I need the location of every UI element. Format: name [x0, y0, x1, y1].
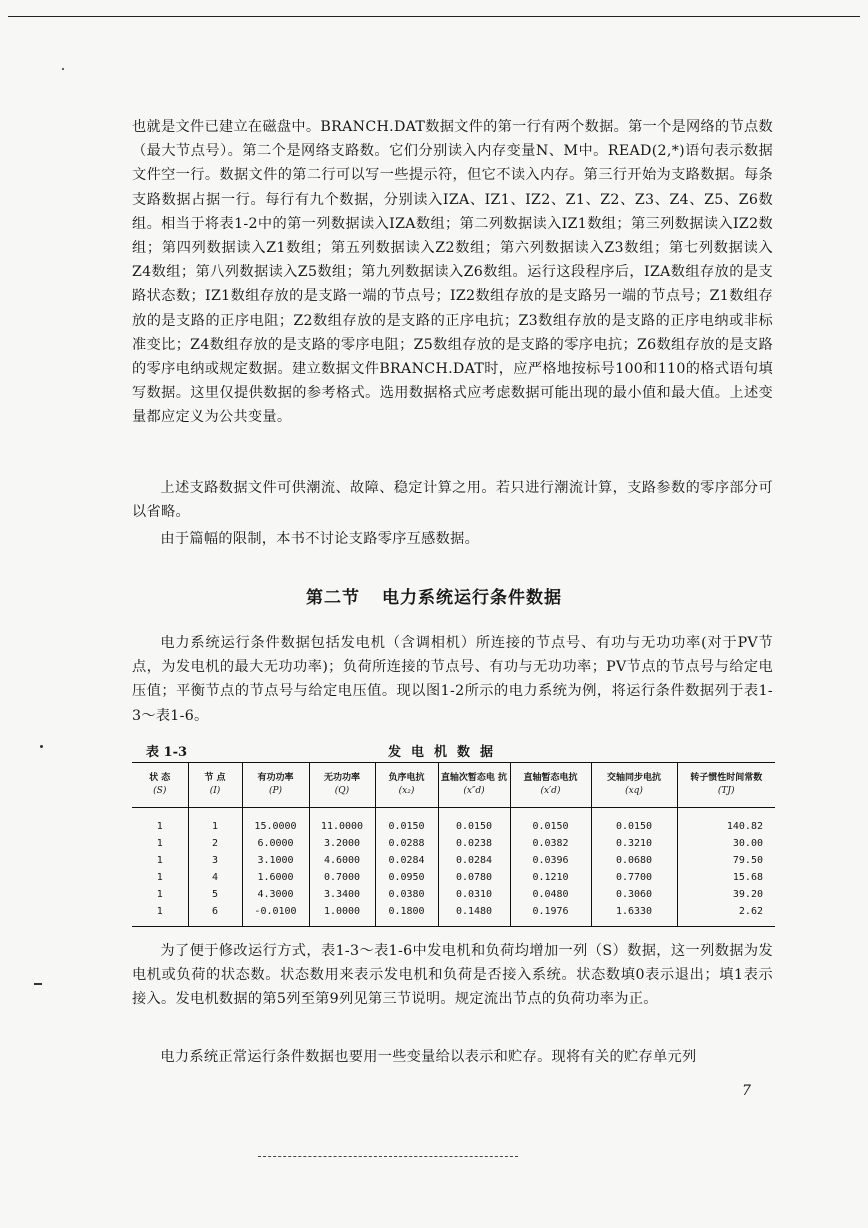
- table-row: [132, 903, 775, 927]
- table-row: [132, 852, 775, 869]
- column-header-name: 直轴次暂态电 抗: [440, 773, 508, 783]
- table-cell: 0.7000: [309, 869, 375, 886]
- table-header-row: [132, 763, 775, 808]
- column-header: [188, 763, 242, 808]
- column-header: [677, 763, 775, 808]
- paragraph-branch-data-explanation: 也就是文件已建立在磁盘中。BRANCH.DAT数据文件的第一行有两个数据。第一个是网络的节点数（最大节点号）。第二个是网络支路数。它们分别读入内存变量N、M中。READ(2,*)语句表示数据文件空一行。数据文件的第二行可以写一些提示符，但它不读入内存。第三行开始为支路数据。每条支路数据占据一行。每行有九个数据，分别读入IZA、IZ1、IZ2、Z1、Z2、Z3、Z4、Z5、Z6数组。相当于将表1-2中的第一列数据读入IZA数组；第二列数据读入IZ1数组；第三列数据读入IZ2数组；第四列数据读入Z1数组；第五列数据读入Z2数组；第六列数据读入Z3数组；第七列数据读入Z4数组；第八列数据读入Z5数组；第九列数据读入Z6数组。运行这段程序后，IZA数组存放的是支路状态数；IZ1数组存放的是支路一端的节点号；IZ2数组存放的是支路另一端的节点号；Z1数组存放的是支路的正序电阻；Z2数组存放的是支路的正序电抗；Z3数组存放的是支路的正序电纳或非标准变比；Z4数组存放的是支路的零序电阻；Z5数组存放的是支路的零序电抗；Z6数组存放的是支路的零序电纳或规定数据。建立数据文件BRANCH.DAT时，应严格地按标号100和110的格式语句填写数据。这里仅提供数据的参考格式。选用数据格式应考虑数据可能出现的最小值和最大值。上述变量都应定义为公共变量。: [132, 119, 773, 426]
- table-cell: 0.3060: [591, 886, 677, 903]
- table-cell: 3: [188, 852, 242, 869]
- column-header: [309, 763, 375, 808]
- column-header: [132, 763, 188, 808]
- scan-speck: [34, 983, 42, 985]
- table-cell: 1.6000: [242, 869, 309, 886]
- table-title: 发电机数据: [388, 745, 504, 760]
- section-title: 电力系统运行条件数据: [382, 588, 562, 608]
- column-header-name: 直轴暂态电抗: [523, 773, 578, 783]
- table-cell: 1: [132, 903, 188, 927]
- table-cell: 0.1480: [438, 903, 510, 927]
- table-cell: 0.1210: [510, 869, 591, 886]
- column-header-name: 无功功率: [323, 773, 360, 783]
- table-cell: 2.62: [677, 903, 775, 927]
- table-cell: 0.0380: [375, 886, 438, 903]
- page-top-rule: [8, 16, 860, 17]
- column-header-name: 状 态: [149, 773, 171, 783]
- table-cell: 4.3000: [242, 886, 309, 903]
- column-header: [438, 763, 510, 808]
- scan-speck: [40, 745, 43, 748]
- table-cell: 3.1000: [242, 852, 309, 869]
- table-cell: 0.3210: [591, 835, 677, 852]
- table-cell: 79.50: [677, 852, 775, 869]
- table-row: [132, 835, 775, 852]
- column-header: [242, 763, 309, 808]
- column-header-name: 有功功率: [257, 773, 294, 783]
- column-header-symbol: (Q): [334, 786, 350, 796]
- table-cell: 15.0000: [242, 808, 309, 836]
- table-cell: 0.0680: [591, 852, 677, 869]
- column-header: [510, 763, 591, 808]
- table-cell: 0.0150: [510, 808, 591, 836]
- table-cell: 1: [156, 821, 163, 832]
- table-cell: 0.0284: [438, 852, 510, 869]
- table-cell: 0.0150: [591, 808, 677, 836]
- generator-data-table: [132, 762, 775, 927]
- column-header-name: 负序电抗: [388, 773, 425, 783]
- column-header-symbol: (S): [153, 786, 167, 796]
- table-row: [132, 869, 775, 886]
- paragraph-operating-conditions: 电力系统运行条件数据包括发电机（含调相机）所连接的节点号、有功与无功功率(对于PV节点，为发电机的最大无功功率)；负荷所连接的节点号、有功与无功功率；PV节点的节点号与给定电压值；平衡节点的节点号与给定电压值。现以图1-2所示的电力系统为例，将运行条件数据列于表1-3～表1-6。: [132, 635, 773, 724]
- table-cell: 0.0150: [438, 808, 510, 836]
- table-cell: 0.0150: [375, 808, 438, 836]
- table-cell: 0.0288: [375, 835, 438, 852]
- table-cell: 1: [156, 855, 163, 866]
- table-cell: 6: [188, 903, 242, 927]
- column-header-symbol: (I): [209, 786, 221, 796]
- table-cell: 39.20: [677, 886, 775, 903]
- table-number: 表 1-3: [146, 745, 188, 760]
- table-cell: 0.0950: [375, 869, 438, 886]
- column-header: [375, 763, 438, 808]
- table-cell: 1: [156, 872, 163, 883]
- column-header-name: 节 点: [204, 773, 226, 783]
- scan-speck: [62, 68, 64, 70]
- table-cell: 1.0000: [309, 903, 375, 927]
- table-cell: 0.0396: [510, 852, 591, 869]
- table-cell: 1: [156, 889, 163, 900]
- column-header-symbol: (x″d): [463, 786, 485, 796]
- table-cell: 1: [188, 808, 242, 836]
- table-cell: 3.3400: [309, 886, 375, 903]
- table-cell: 4: [188, 869, 242, 886]
- column-header-symbol: (P): [268, 786, 283, 796]
- table-row: [132, 808, 775, 836]
- section-heading: [0, 583, 868, 608]
- table-cell: 1.6330: [591, 903, 677, 927]
- column-header: [591, 763, 677, 808]
- table-cell: 4.6000: [309, 852, 375, 869]
- table-cell: 0.0382: [510, 835, 591, 852]
- column-header-symbol: (x₂): [398, 786, 415, 796]
- bottom-scan-mark: [258, 1156, 518, 1157]
- table-cell: 0.0238: [438, 835, 510, 852]
- table-cell: 11.0000: [309, 808, 375, 836]
- paragraph-branch-file-usage: 上述支路数据文件可供潮流、故障、稳定计算之用。若只进行潮流计算，支路参数的零序部分可以省略。: [132, 480, 773, 521]
- section-number: 第二节: [306, 588, 360, 608]
- paragraph-storage-units: 电力系统正常运行条件数据也要用一些变量给以表示和贮存。现将有关的贮存单元列: [160, 1049, 697, 1065]
- table-cell: 0.1976: [510, 903, 591, 927]
- column-header-symbol: (xq): [625, 786, 643, 796]
- table-cell: 0.0284: [375, 852, 438, 869]
- table-cell: 3.2000: [309, 835, 375, 852]
- table-cell: 0.1800: [375, 903, 438, 927]
- table-cell: -0.0100: [242, 903, 309, 927]
- paragraph-status-column-note: 为了便于修改运行方式，表1-3～表1-6中发电机和负荷均增加一列（S）数据，这一列数据为发电机或负荷的状态数。状态数用来表示发电机和负荷是否接入系统。状态数填0表示退出；填1表示接入。发电机数据的第5列至第9列见第三节说明。规定流出节点的负荷功率为正。: [132, 943, 773, 1008]
- table-cell: 1: [156, 838, 163, 849]
- column-header-symbol: (TJ): [717, 786, 735, 796]
- table-cell: 15.68: [677, 869, 775, 886]
- column-header-symbol: (x′d): [540, 786, 561, 796]
- table-cell: 30.00: [677, 835, 775, 852]
- table-row: [132, 886, 775, 903]
- column-header-name: 转子惯性时间常数: [690, 773, 763, 783]
- page-number: 7: [742, 1083, 751, 1099]
- table-cell: 0.0780: [438, 869, 510, 886]
- column-header-name: 交轴同步电抗: [606, 773, 661, 783]
- table-cell: 0.0480: [510, 886, 591, 903]
- table-cell: 140.82: [677, 808, 775, 836]
- table-cell: 0.0310: [438, 886, 510, 903]
- table-cell: 2: [188, 835, 242, 852]
- table-cell: 0.7700: [591, 869, 677, 886]
- table-cell: 5: [188, 886, 242, 903]
- table-cell: 6.0000: [242, 835, 309, 852]
- paragraph-mutual-inductance-note: 由于篇幅的限制，本书不讨论支路零序互感数据。: [160, 531, 480, 547]
